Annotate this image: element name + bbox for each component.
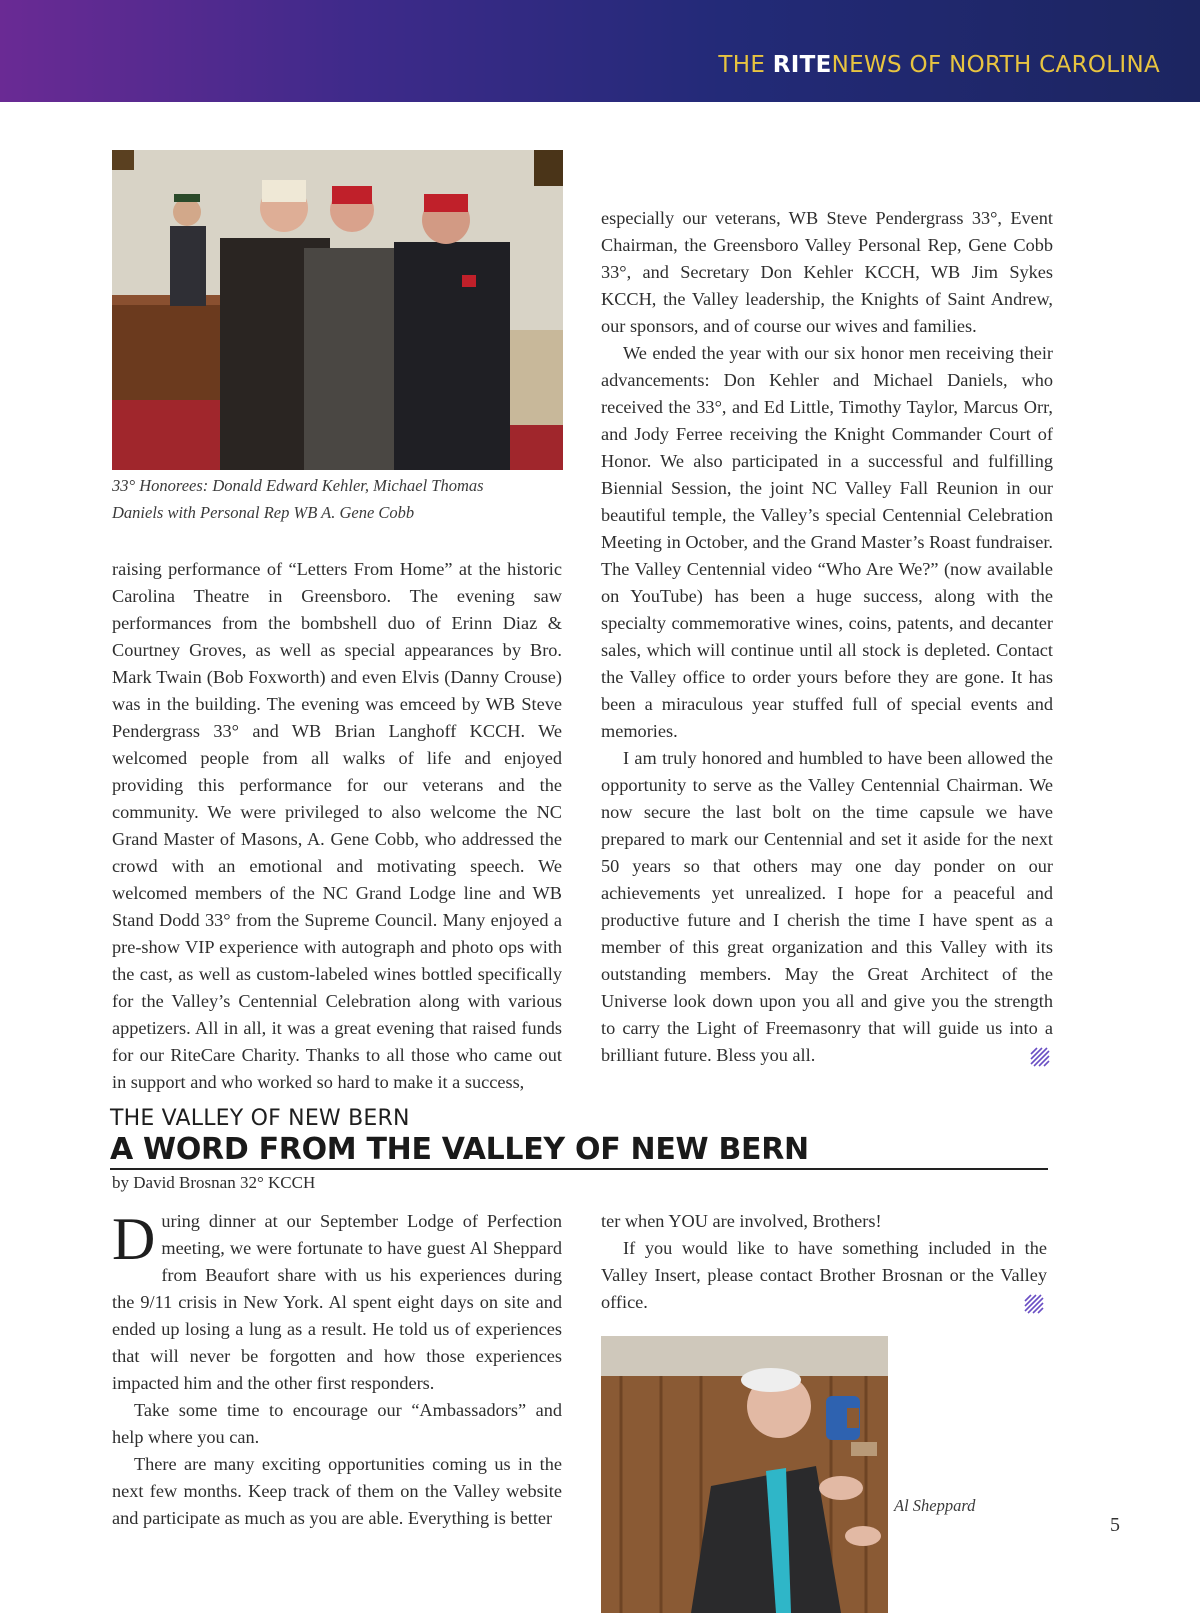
publication-title: THE RITENEWS OF NORTH CAROLINA [718,52,1160,78]
honorees-photo-caption: 33° Honorees: Donald Edward Kehler, Michael Thomas Daniels with Personal Rep WB A. Gene Cobb [112,476,484,522]
speaker-photo-caption: Al Sheppard [894,1496,976,1515]
article1-right-paragraph-1: especially our veterans, WB Steve Pendergrass 33°, Event Chairman, the Greensboro Valley Personal Rep, Gene Cobb 33°, and Secretary Don Kehler KCCH, WB Jim Sykes KCCH, the Valley leadership, the Knights of Saint Andrew, our sponsors, and of course our wives and families. [601,208,1053,336]
article1-right-column [601,205,1053,1076]
article1-right-paragraph-2: We ended the year with our six honor men receiving their advancements: Don Kehler and Michael Daniels, who received the 33°, and Ed Little, Timothy Taylor, Marcus Orr, and Jody Ferree receiving the Knight Commander Court of Honor. We also participated in a successful and fulfilling Biennial Session, the joint NC Valley Fall Reunion in our beautiful temple, the Valley’s special Centennial Celebration Meeting in October, and the Grand Master’s Roast fundraiser. The Valley Centennial video “Who Are We?” (now available on YouTube) has been a huge success, along with the specialty commemorative wines, coins, patents, and decanter sales, which will continue until all stock is depleted. Contact the Valley office to order yours before they are gone. It has been a miraculous year stuffed full of special events and memories. [601,343,1053,741]
article1-right-paragraph-3: I am truly honored and humbled to have been allowed the opportunity to serve as the Valley Centennial Chairman. We now secure the last bolt on the time capsule we have prepared to mark our Centennial and set it aside for the next 50 years so that others may one day ponder on our achievements yet unrealized. I hope for a peaceful and productive future and I cherish the time I have spent as a member of this great organization and this Valley with its outstanding members. May the Great Architect of the Universe look down upon you all and give you the strength to carry the Light of Freemasonry that will guide us into a brilliant future. Bless you all. [601,745,1053,1069]
article2-left-paragraph-2: Take some time to encourage our “Ambassadors” and help where you can. [112,1400,562,1447]
article2-right-paragraph-1: ter when YOU are involved, Brothers! [601,1211,882,1231]
end-of-article-icon [1001,1293,1045,1323]
article2-left-column [112,1208,562,1532]
article2-left-paragraph-1: During dinner at our September Lodge of Perfection meeting, we were fortunate to have guest Al Sheppard from Beaufort share with us his experiences during the 9/11 crisis in New York. Al spent eight days on site and ended up losing a lung as a result. He told us of experiences that will never be forgotten and how those experiences impacted him and the other first responders. [112,1206,562,1393]
section-kicker: THE VALLEY OF NEW BERN [110,1106,410,1131]
page-number: 5 [1110,1514,1120,1536]
drop-cap: D [112,1206,156,1272]
end-of-article-icon [1007,1046,1051,1076]
article-byline: by David Brosnan 32° KCCH [112,1173,316,1192]
article2-right-paragraph-2: If you would like to have something included in the Valley Insert, please contact Brother Brosnan or the Valley office. [601,1235,1047,1316]
speaker-photo [601,1336,888,1613]
article-headline: A WORD FROM THE VALLEY OF NEW BERN [110,1132,1048,1170]
article2-left-paragraph-3: There are many exciting opportunities coming us in the next few months. Keep track of them on the Valley website and participate as much as you are able. Everything is better [112,1454,562,1528]
page-header [0,0,1200,102]
article2-right-column [601,1208,1047,1323]
article1-left-paragraph: raising performance of “Letters From Home” at the historic Carolina Theatre in Greensboro. The evening saw performances from the bombshell duo of Erinn Diaz & Courtney Groves, as well as special appearances by Bro. Mark Twain (Bob Foxworth) and even Elvis (Danny Crouse) was in the building. The evening was emceed by WB Steve Pendergrass 33° and WB Brian Langhoff KCCH. We welcomed people from all walks of life and enjoyed providing this performance for our veterans and the community. We were privileged to also welcome the NC Grand Master of Masons, A. Gene Cobb, who addressed the crowd with an emotional and motivating speech. We welcomed members of the NC Grand Lodge line and WB Stand Dodd 33° from the Supreme Council. Many enjoyed a pre-show VIP experience with autograph and photo ops with the cast, as well as custom-labeled wines bottled specifically for the Valley’s Centennial Celebration along with various appetizers. All in all, it was a great evening that raised funds for our RiteCare Charity. Thanks to all those who came out in support and who worked so hard to make it a success, [112,559,562,1092]
article1-left-column [112,556,562,1096]
honorees-photo [112,150,563,470]
